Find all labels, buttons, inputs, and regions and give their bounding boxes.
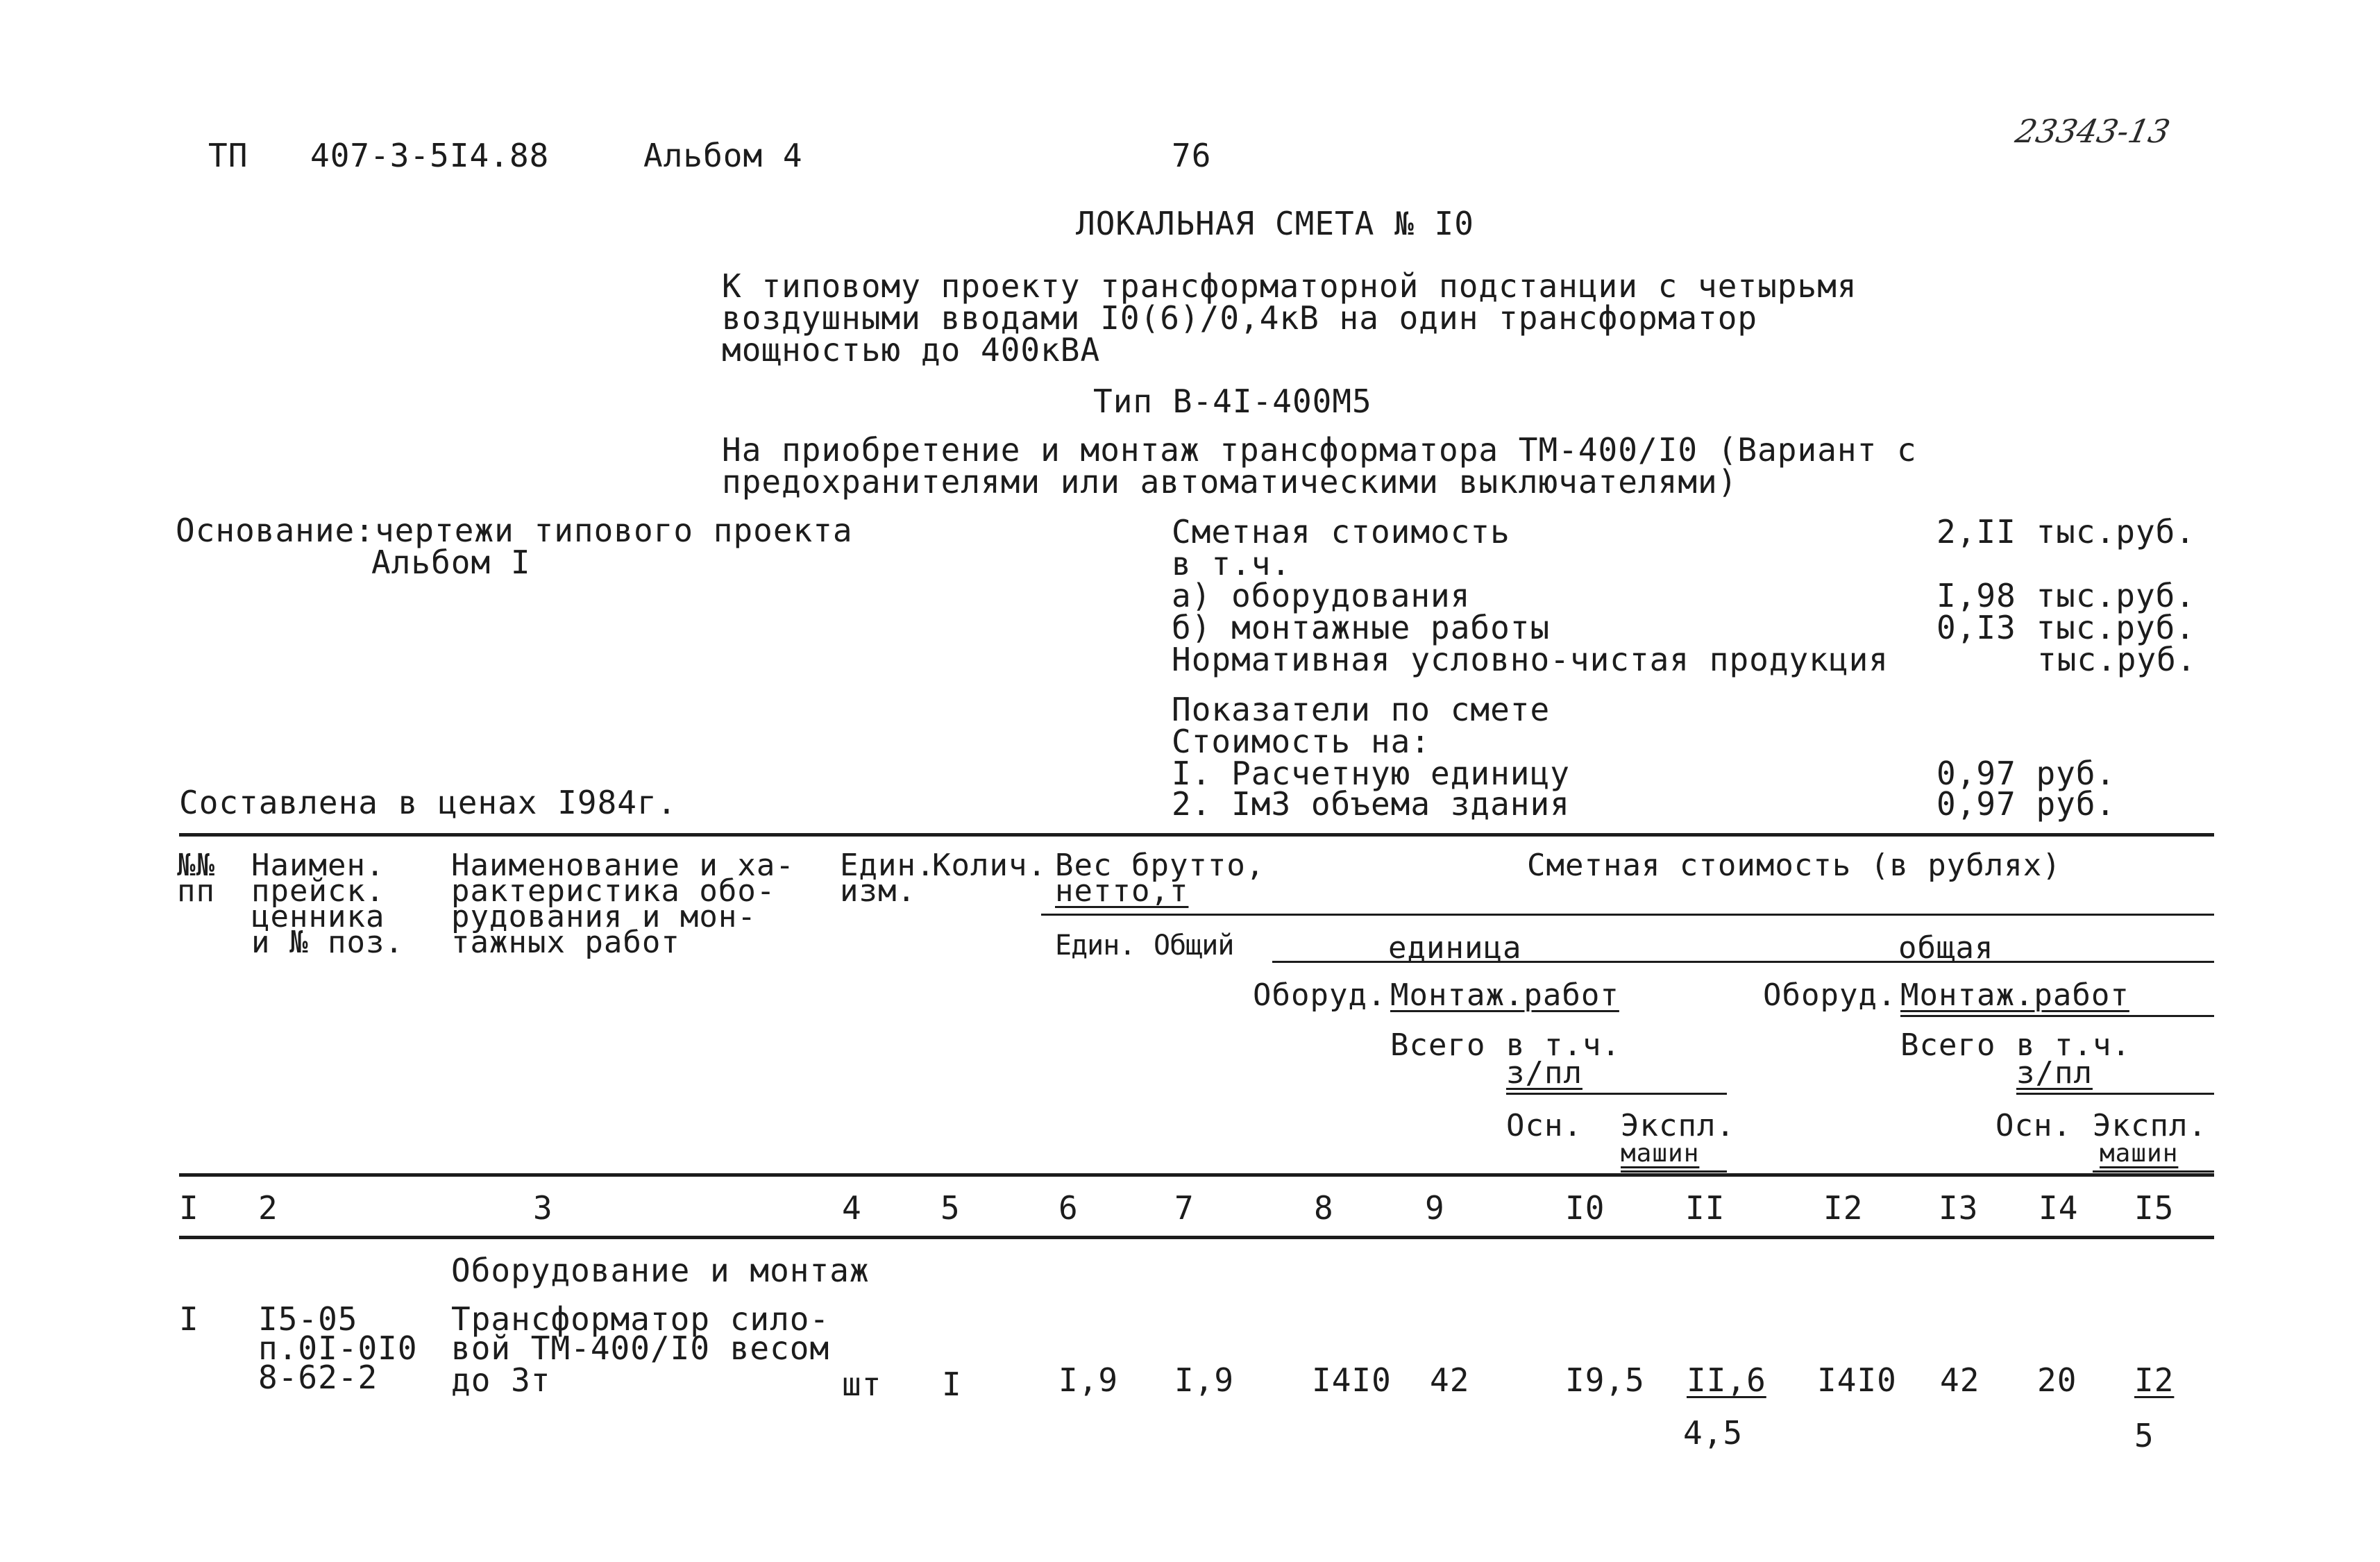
row-number: I (179, 1300, 199, 1338)
total-basic-header: Осн. (1995, 1108, 2072, 1143)
total-machines-rule (2093, 1170, 2214, 1173)
col-number-15: I5 (2134, 1189, 2175, 1227)
unit-cost-label: I. Расчетную единицу (1172, 755, 1570, 792)
unit-cost-value: 0,97 руб. (1936, 755, 2116, 792)
col-number-14: I4 (2039, 1189, 2079, 1227)
normative-label: Нормативная условно-чистая продукция (1172, 641, 1889, 678)
description-line-3: мощностью до 400кВА (722, 331, 1101, 369)
total-machines-header-1: Экспл. (2093, 1108, 2207, 1143)
weight-total-header: Общий (1154, 930, 1234, 961)
row-total-machines: I2 (2134, 1361, 2175, 1399)
installation-cost-label: б) монтажные работы (1172, 609, 1551, 646)
row-price-3: 8-62-2 (258, 1359, 378, 1396)
cost-group-header: Сметная стоимость (в рублях) (1527, 848, 2061, 883)
col4-header-2: изм. (840, 873, 916, 909)
weight-rule (1041, 914, 2214, 916)
unit-wage-header: з/пл (1506, 1055, 1583, 1091)
page-number: 76 (1172, 137, 1212, 174)
total-group-header: общая (1898, 930, 1994, 966)
row-total-install: 42 (1940, 1361, 1980, 1399)
purpose-line-2: предохранителями или автоматическими выключателями) (722, 463, 1738, 501)
row-name-1: Трансформатор сило- (451, 1300, 830, 1338)
unit-equip-header: Оборуд. (1253, 977, 1387, 1013)
doc-code: 407-3-5I4.88 (310, 137, 550, 174)
basis-line-1: Основание:чертежи типового проекта (176, 512, 853, 549)
unit-install-header: Монтаж.работ (1390, 977, 1619, 1013)
col3-header-4: тажных работ (451, 925, 680, 960)
handwritten-number: 23343-13 (2012, 112, 2174, 150)
total-machines-header-2: машин (2100, 1139, 2179, 1168)
including-label: в т.ч. (1172, 545, 1292, 582)
estimated-cost-label: Сметная стоимость (1172, 513, 1510, 551)
page-title: ЛОКАЛЬНАЯ СМЕТА № I0 (1076, 205, 1474, 242)
type-line: Тип В-4I-400М5 (1093, 383, 1372, 420)
col-number-12: I2 (1823, 1189, 1864, 1227)
col1-header-2: пп (177, 873, 215, 909)
col-number-11: II (1685, 1189, 1725, 1227)
normative-value: тыс.руб. (2037, 641, 2197, 678)
purpose-line-1: На приобретение и монтаж трансформатора ТМ-400/I0 (Вариант с (722, 431, 1917, 469)
col-number-3: 3 (533, 1189, 553, 1227)
col2-header-2: прейск. (251, 873, 385, 909)
col3-header-3: рудования и мон- (451, 899, 757, 934)
row-name-3: до 3т (451, 1361, 551, 1399)
row-total-equip: I4I0 (1817, 1361, 1897, 1399)
basis-line-2: Альбом I (371, 544, 531, 581)
equipment-cost-label: а) оборудования (1172, 577, 1471, 614)
weight-unit-header: Един. (1055, 930, 1136, 961)
col-number-9: 9 (1425, 1189, 1445, 1227)
indicators-label: Показатели по смете (1172, 691, 1551, 728)
col2-header-3: ценника (251, 899, 385, 934)
col-number-2: 2 (258, 1189, 278, 1227)
row-unit-equip: I4I0 (1312, 1361, 1392, 1399)
col-number-6: 6 (1058, 1189, 1079, 1227)
row-qty: I (942, 1366, 962, 1403)
row-name-2: вой ТМ-400/I0 весом (451, 1329, 830, 1367)
row-unit-machines: II,6 (1687, 1361, 1766, 1399)
unit-machines-header-1: Экспл. (1621, 1108, 1735, 1143)
row-weight-unit: I,9 (1058, 1361, 1119, 1399)
description-line-2: воздушными вводами I0(6)/0,4кВ на один трансформатор (722, 299, 1758, 337)
album-label: Альбом 4 (643, 137, 803, 174)
col2-header-1: Наимен. (251, 848, 385, 883)
row-unit-wage: I9,5 (1565, 1361, 1645, 1399)
weight-net-header: нетто,т (1055, 873, 1189, 909)
unit-machines-rule (1621, 1170, 1727, 1173)
col1-header-1: №№ (177, 848, 215, 883)
installation-cost-value: 0,I3 тыс.руб. (1936, 609, 2196, 646)
unit-machines-header-2: машин (1621, 1139, 1700, 1168)
col-number-10: I0 (1565, 1189, 1605, 1227)
volume-cost-label: 2. Iм3 объема здания (1172, 785, 1570, 823)
section-title: Оборудование и монтаж (451, 1252, 870, 1289)
col4-header-1: Един. (840, 848, 936, 883)
col-number-1: I (179, 1189, 199, 1227)
col-number-13: I3 (1939, 1189, 1979, 1227)
total-wage-header: з/пл (2016, 1055, 2093, 1091)
table-top-rule (179, 833, 2214, 837)
col-number-7: 7 (1174, 1189, 1195, 1227)
row-price-1: I5-05 (258, 1300, 358, 1338)
row-price-2: п.0I-0I0 (258, 1329, 418, 1367)
header-bottom-rule (179, 1173, 2214, 1177)
row-total-wage: 20 (2037, 1361, 2077, 1399)
unit-total-header: Всего (1390, 1027, 1486, 1063)
numbers-bottom-rule (179, 1236, 2214, 1239)
total-equip-header: Оборуд. (1763, 977, 1897, 1013)
estimated-cost-value: 2,II тыс.руб. (1936, 513, 2196, 551)
col3-header-1: Наименование и ха- (451, 848, 795, 883)
total-incl-header: в т.ч. (2016, 1027, 2131, 1063)
col-number-5: 5 (940, 1189, 961, 1227)
total-total-header: Всего (1900, 1027, 1996, 1063)
doc-code-prefix: ТП (208, 137, 248, 174)
col2-header-4: и № поз. (251, 925, 404, 960)
row-unit-install: 42 (1430, 1361, 1470, 1399)
weight-header: Вес брутто, (1055, 848, 1265, 883)
volume-cost-value: 0,97 руб. (1936, 785, 2116, 823)
prices-note: Составлена в ценах I984г. (179, 784, 677, 821)
unit-group-header: единица (1388, 930, 1522, 966)
row-unit-machines-wage: 4,5 (1683, 1414, 1744, 1452)
description-line-1: К типовому проекту трансформаторной подстанции с четырьмя (722, 267, 1857, 305)
col5-header: Колич. (932, 848, 1047, 883)
unit-basic-header: Осн. (1506, 1108, 1583, 1143)
unit-incl-header: в т.ч. (1506, 1027, 1621, 1063)
row-total-machines-wage: 5 (2134, 1417, 2154, 1454)
cost-per-label: Стоимость на: (1172, 723, 1431, 760)
total-install-rule (1900, 1015, 2214, 1017)
equipment-cost-value: I,98 тыс.руб. (1936, 577, 2196, 614)
unit-wage-rule (1506, 1093, 1727, 1095)
row-unit: шт (842, 1366, 882, 1403)
col-number-4: 4 (842, 1189, 862, 1227)
total-wage-rule (2016, 1093, 2214, 1095)
row-weight-total: I,9 (1174, 1361, 1235, 1399)
col3-header-2: рактеристика обо- (451, 873, 776, 909)
total-install-header: Монтаж.работ (1900, 977, 2129, 1013)
col-number-8: 8 (1314, 1189, 1334, 1227)
